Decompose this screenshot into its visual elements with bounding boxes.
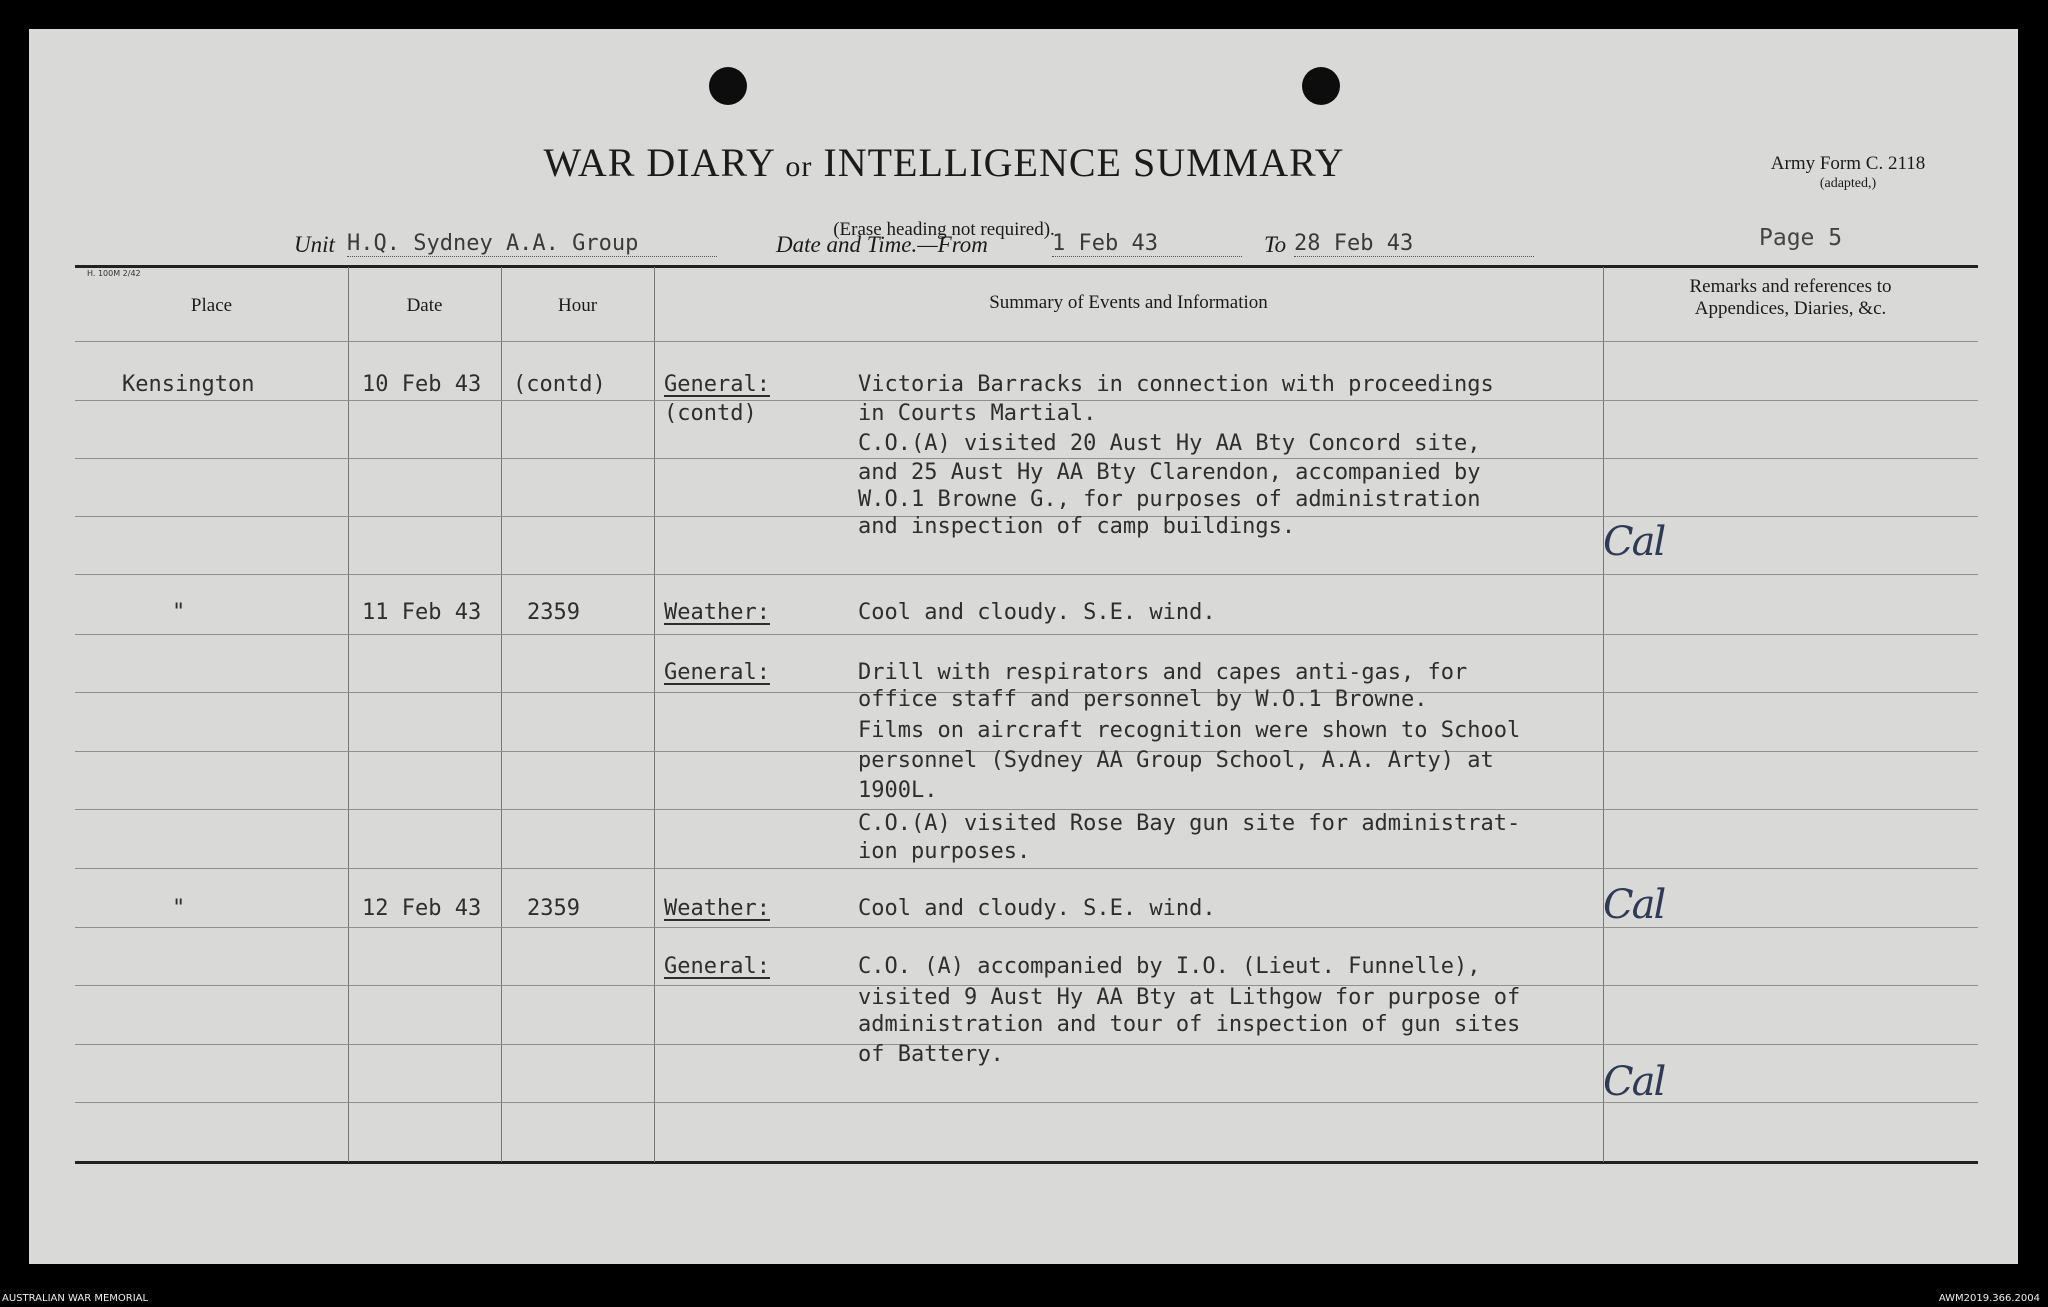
col-divider: [1603, 267, 1604, 1162]
col-head-hour: Hour: [557, 295, 598, 316]
entry-hour: 2359: [527, 896, 580, 921]
page-number: Page 5: [1759, 225, 1843, 251]
ruled-line: [75, 458, 1978, 459]
entry-heading-contd: (contd): [664, 401, 757, 426]
summary-line: and inspection of camp buildings.: [858, 514, 1296, 539]
col-divider: [654, 267, 655, 1162]
entry-place-ditto: ": [172, 896, 186, 921]
summary-line: Victoria Barracks in connection with proceedings: [858, 372, 1494, 397]
initials-signature: Cal: [1603, 882, 1665, 928]
initials-signature: Cal: [1603, 519, 1665, 565]
punch-hole-left: [709, 67, 747, 105]
initials-signature: Cal: [1603, 1059, 1665, 1105]
col-divider: [501, 267, 502, 1162]
weather-text: Cool and cloudy. S.E. wind.: [858, 600, 1216, 625]
summary-line: C.O. (A) accompanied by I.O. (Lieut. Funnelle),: [858, 954, 1481, 979]
print-code: H. 100M 2/42: [87, 269, 141, 278]
entry-date: 11 Feb 43: [362, 600, 482, 625]
summary-line: Films on aircraft recognition were shown to School: [858, 718, 1521, 743]
entry-heading-general: General:: [664, 372, 770, 397]
date-to-label: To: [1264, 232, 1287, 257]
entry-hour: 2359: [527, 600, 580, 625]
summary-line: C.O.(A) visited 20 Aust Hy AA Bty Concord site,: [858, 431, 1481, 456]
entry-heading-weather: Weather:: [664, 600, 770, 625]
summary-line: in Courts Martial.: [858, 401, 1097, 426]
ruled-line: [75, 809, 1978, 810]
archive-credit: AUSTRALIAN WAR MEMORIAL: [2, 1293, 149, 1304]
army-form-number: Army Form C. 2118 (adapted,): [1770, 153, 1926, 191]
erase-note: (Erase heading not required).: [833, 219, 1055, 240]
ruled-line: [75, 574, 1978, 575]
summary-line: visited 9 Aust Hy AA Bty at Lithgow for purpose of: [858, 985, 1521, 1010]
ruled-line: [75, 1044, 1978, 1045]
punch-hole-right: [1302, 67, 1340, 105]
table-bottom-rule: [75, 1161, 1978, 1164]
summary-line: of Battery.: [858, 1042, 1004, 1067]
col-head-remarks: Remarks and references to Appendices, Diaries, &c.: [1689, 276, 1892, 319]
date-from-value: 1 Feb 43: [1052, 231, 1242, 257]
table-top-rule: [75, 265, 1978, 268]
ruled-line: [75, 868, 1978, 869]
unit-value: H.Q. Sydney A.A. Group: [347, 231, 717, 257]
entry-place: Kensington: [122, 372, 255, 397]
summary-line: and 25 Aust Hy AA Bty Clarendon, accompanied by: [858, 460, 1481, 485]
entry-place-ditto: ": [172, 600, 186, 625]
date-from-label: Date and Time.—From: [776, 232, 988, 257]
form-title: WAR DIARY or INTELLIGENCE SUMMARY: [543, 140, 1345, 185]
col-head-summary: Summary of Events and Information: [989, 292, 1268, 313]
summary-line: 1900L.: [858, 778, 938, 803]
summary-line: personnel (Sydney AA Group School, A.A. Arty) at: [858, 748, 1494, 773]
summary-line: C.O.(A) visited Rose Bay gun site for administrat-: [858, 811, 1521, 836]
entry-heading-general: General:: [664, 660, 770, 685]
entry-date: 10 Feb 43: [362, 372, 482, 397]
weather-text: Cool and cloudy. S.E. wind.: [858, 896, 1216, 921]
ruled-line: [75, 927, 1978, 928]
summary-line: Drill with respirators and capes anti-gas, for: [858, 660, 1468, 685]
summary-line: office staff and personnel by W.O.1 Browne.: [858, 687, 1428, 712]
col-divider: [348, 267, 349, 1162]
archive-reference: AWM2019.366.2004: [1938, 1293, 2040, 1304]
col-head-date: Date: [406, 295, 443, 316]
summary-line: ion purposes.: [858, 839, 1031, 864]
date-to-value: 28 Feb 43: [1294, 231, 1534, 257]
summary-line: W.O.1 Browne G., for purposes of administration: [858, 487, 1481, 512]
ruled-line: [75, 341, 1978, 342]
entry-hour: (contd): [513, 372, 606, 397]
entry-date: 12 Feb 43: [362, 896, 482, 921]
diary-sheet: [29, 29, 2018, 1264]
ruled-line: [75, 1102, 1978, 1103]
summary-line: administration and tour of inspection of gun sites: [858, 1012, 1521, 1037]
unit-label: Unit: [294, 232, 335, 257]
entry-heading-weather: Weather:: [664, 896, 770, 921]
entry-heading-general: General:: [664, 954, 770, 979]
ruled-line: [75, 634, 1978, 635]
col-head-place: Place: [190, 295, 233, 316]
